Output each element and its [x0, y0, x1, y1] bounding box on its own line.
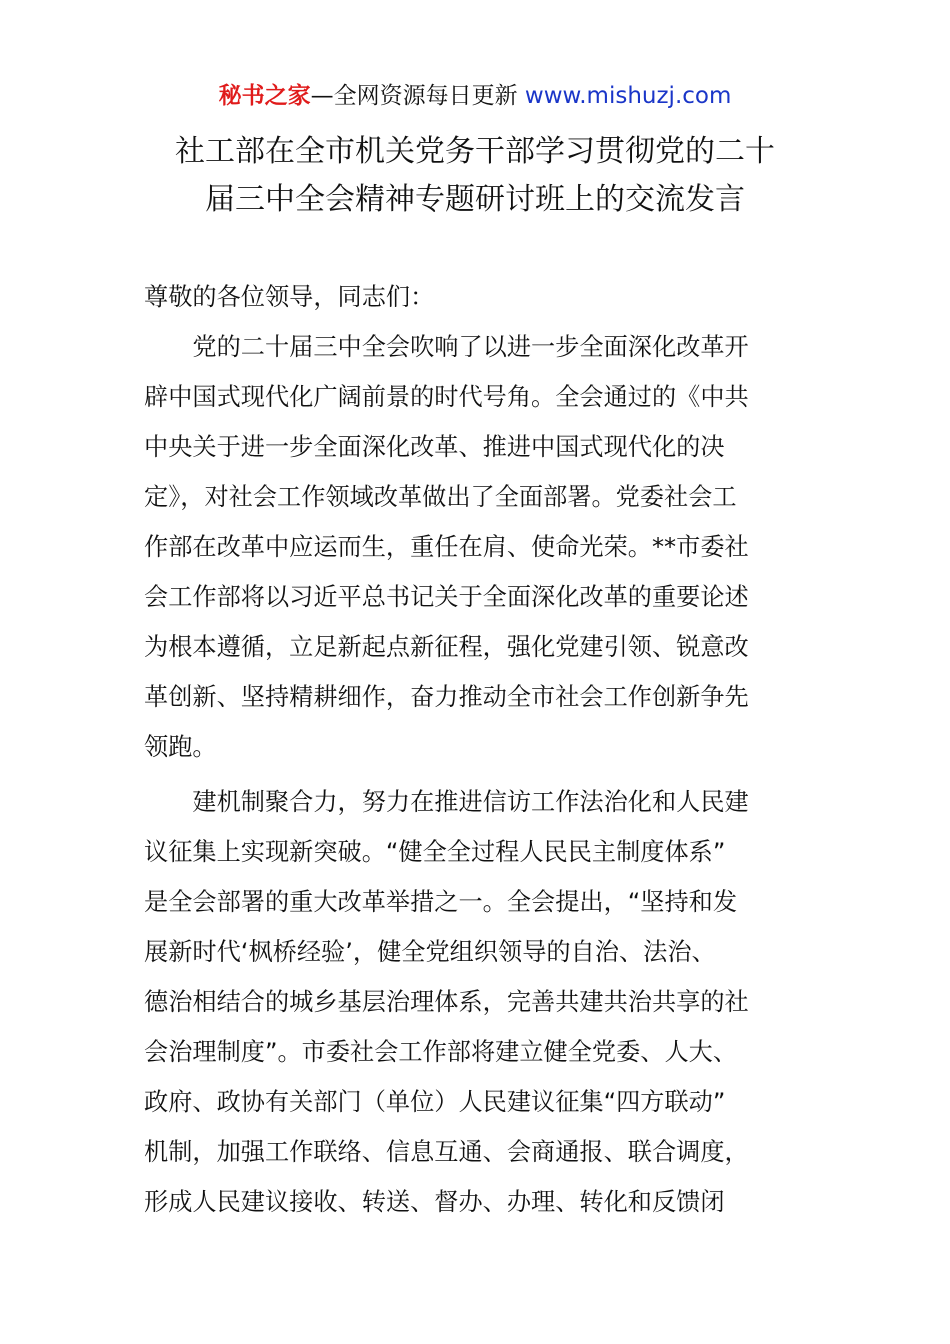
paragraph-line: 展新时代‘枫桥经验’，健全党组织领导的自治、法治、: [144, 938, 716, 966]
title-line: 届三中全会精神专题研讨班上的交流发言: [205, 182, 745, 217]
paragraph-line: 会工作部将以习近平总书记关于全面深化改革的重要论述: [144, 583, 749, 611]
paragraph-line: 辟中国式现代化广阔前景的时代号角。全会通过的《中共: [144, 383, 749, 411]
paragraph-line: 中央关于进一步全面深化改革、推进中国式现代化的决: [144, 433, 725, 461]
site-url-link[interactable]: www.mishuzj.com: [524, 83, 732, 109]
paragraph-line: 定》，对社会工作领域改革做出了全面部署。党委社会工: [144, 483, 737, 511]
paragraph-line: 是全会部署的重大改革举措之一。全会提出，“坚持和发: [144, 888, 738, 916]
paragraph-line: 机制，加强工作联络、信息互通、会商通报、联合调度，: [144, 1138, 749, 1166]
greeting-line: 尊敬的各位领导，同志们：: [144, 283, 435, 311]
paragraph-line: 党的二十届三中全会吹响了以进一步全面深化改革开: [144, 333, 749, 361]
paragraph-line: 作部在改革中应运而生，重任在肩、使命光荣。**市委社: [144, 533, 749, 561]
greeting: [144, 272, 824, 322]
document-title: [100, 128, 850, 224]
paragraph-line: 政府、政协有关部门（单位）人民建议征集“四方联动”: [144, 1088, 726, 1116]
site-brand: 秘书之家: [218, 83, 311, 109]
paragraph-2: [144, 777, 824, 1227]
paragraph-line: 形成人民建议接收、转送、督办、办理、转化和反馈闭: [144, 1188, 725, 1216]
paragraph-line: 建机制聚合力，努力在推进信访工作法治化和人民建: [144, 788, 749, 816]
paragraph-line: 革创新、坚持精耕细作，奋力推动全市社会工作创新争先: [144, 683, 749, 711]
title-line: 社工部在全市机关党务干部学习贯彻党的二十: [175, 134, 775, 169]
paragraph-line: 领跑。: [144, 733, 217, 761]
paragraph-line: 为根本遵循，立足新起点新征程，强化党建引领、锐意改: [144, 633, 749, 661]
site-header: [0, 80, 950, 112]
paragraph-line: 会治理制度”。市委社会工作部将建立健全党委、人大、: [144, 1038, 738, 1066]
paragraph-line: 议征集上实现新突破。“健全全过程人民民主制度体系”: [144, 838, 726, 866]
paragraph-1: [144, 322, 824, 772]
paragraph-line: 德治相结合的城乡基层治理体系，完善共建共治共享的社: [144, 988, 749, 1016]
document-body: [144, 272, 824, 1232]
site-tagline: —全网资源每日更新: [310, 83, 525, 109]
